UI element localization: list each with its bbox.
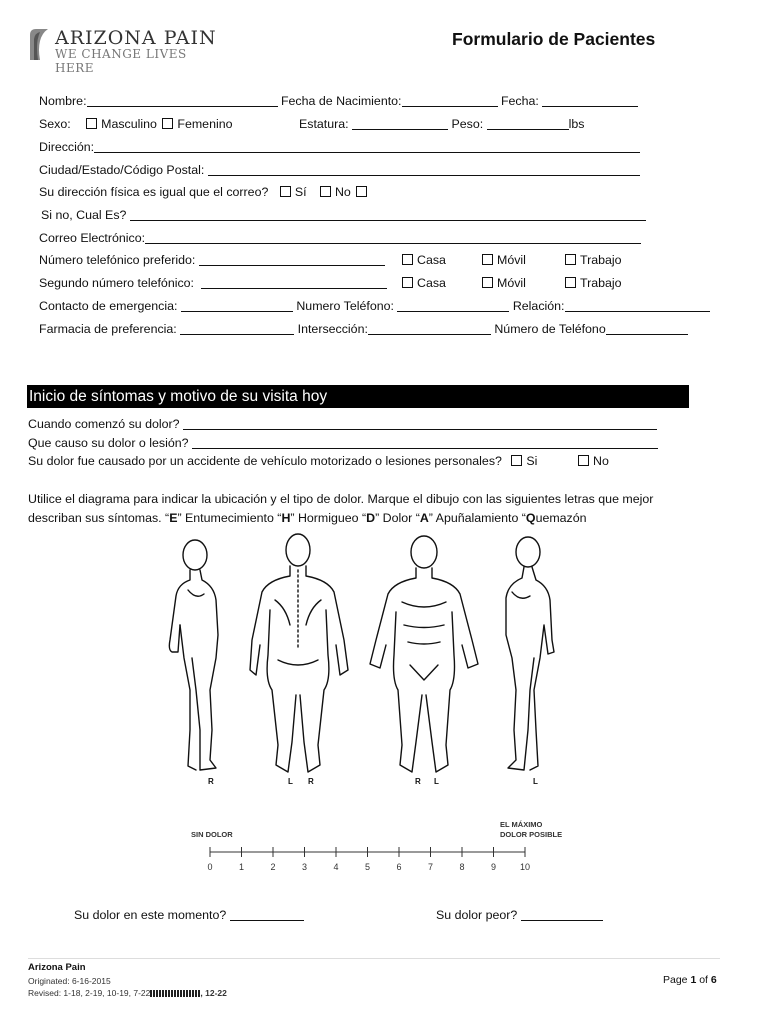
body-figure-front[interactable] bbox=[370, 536, 478, 772]
label-ciudad: Ciudad/Estado/Código Postal: bbox=[39, 163, 205, 177]
correo-field[interactable] bbox=[145, 232, 641, 244]
scale-tick-label: 0 bbox=[207, 862, 213, 872]
label-pain-worst: Su dolor peor? bbox=[436, 908, 518, 922]
label-accidente: Su dolor fue causado por un accidente de vehículo motorizado o lesiones personales? bbox=[28, 454, 502, 468]
letter-h: H bbox=[281, 511, 291, 525]
diagram-label-5: L bbox=[434, 777, 439, 786]
label-direccion: Dirección: bbox=[39, 140, 95, 154]
instr-dolor: ” Dolor “ bbox=[375, 511, 420, 525]
footer-originated: Originated: 6-16-2015 bbox=[28, 976, 111, 986]
scale-tick-label: 2 bbox=[270, 862, 276, 872]
femenino-checkbox[interactable] bbox=[162, 118, 173, 129]
label-si-no: Si no, Cual Es? bbox=[41, 208, 127, 222]
row-segundo-casa bbox=[400, 276, 446, 290]
footer-revised-text: Revised: 1-18, 2-19, 10-19, 7-22 bbox=[28, 988, 151, 998]
scale-tick-label: 5 bbox=[364, 862, 371, 872]
fecha-nacimiento-field[interactable] bbox=[402, 95, 498, 107]
segundo-num-field[interactable] bbox=[201, 277, 387, 289]
page-current: 1 bbox=[690, 974, 697, 986]
label-causa: Que causo su dolor o lesión? bbox=[28, 436, 189, 450]
instr-hormigueo: ” Hormigueo “ bbox=[290, 511, 367, 525]
scale-right-label-2: DOLOR POSIBLE bbox=[500, 830, 563, 839]
page-pre: Page bbox=[663, 974, 691, 986]
scale-tick-label: 8 bbox=[459, 862, 465, 872]
label-estatura: Estatura: bbox=[299, 117, 349, 131]
row-num-preferido bbox=[39, 253, 385, 267]
label-trabajo: Trabajo bbox=[580, 253, 622, 267]
label-fecha-nacimiento: Fecha de Nacimiento: bbox=[280, 94, 402, 108]
letter-q: Q bbox=[525, 511, 536, 525]
label-farmacia: Farmacia de preferencia: bbox=[39, 322, 177, 336]
label-accidente-no: No bbox=[593, 454, 609, 468]
misma-si-checkbox[interactable] bbox=[280, 186, 291, 197]
label-movil-2: Móvil bbox=[497, 276, 526, 290]
label-peso: Peso: bbox=[451, 117, 484, 131]
farmacia-telefono-field[interactable] bbox=[606, 323, 688, 335]
row-ciudad bbox=[39, 163, 640, 177]
label-accidente-si: Si bbox=[526, 454, 538, 468]
row-estatura bbox=[299, 117, 584, 131]
scale-tick-label: 1 bbox=[238, 862, 245, 872]
row-correo bbox=[39, 231, 641, 245]
scale-right-label-1: EL MÁXIMO bbox=[500, 820, 543, 829]
row-num-preferido-trabajo bbox=[563, 253, 622, 267]
label-misma-direccion: Su dirección física es igual que el correo? bbox=[39, 185, 269, 199]
scale-tick-label: 4 bbox=[333, 862, 339, 872]
letter-a: A bbox=[419, 511, 429, 525]
page-mid: of bbox=[696, 974, 711, 986]
scale-tick-label: 7 bbox=[427, 862, 434, 872]
estatura-field[interactable] bbox=[352, 118, 448, 130]
arizona-pain-logo bbox=[28, 27, 228, 75]
logo-name: ARIZONA PAIN bbox=[55, 27, 217, 49]
label-casa: Casa bbox=[417, 253, 446, 267]
scale-tick-label: 6 bbox=[396, 862, 402, 872]
footer-revised-garbled bbox=[150, 990, 200, 997]
accidente-no-checkbox[interactable] bbox=[578, 455, 589, 466]
row-cuando bbox=[28, 417, 657, 431]
segundo-trabajo-checkbox[interactable] bbox=[565, 277, 576, 288]
relacion-field[interactable] bbox=[565, 300, 710, 312]
instr-apunalamiento: ” Apuñalamiento “ bbox=[428, 511, 526, 525]
ciudad-field[interactable] bbox=[208, 164, 640, 176]
misma-extra-checkbox[interactable] bbox=[356, 186, 367, 197]
accidente-si-checkbox[interactable] bbox=[511, 455, 522, 466]
page-number bbox=[663, 974, 717, 986]
label-femenino: Femenino bbox=[177, 117, 233, 131]
footer-org: Arizona Pain bbox=[28, 962, 86, 973]
label-correo: Correo Electrónico: bbox=[39, 231, 146, 245]
footer-revised bbox=[28, 988, 227, 998]
farmacia-field[interactable] bbox=[180, 323, 294, 335]
row-contacto bbox=[39, 299, 710, 313]
label-lbs: lbs bbox=[568, 117, 585, 131]
diagram-label-2: L bbox=[288, 777, 293, 786]
pain-worst-field[interactable] bbox=[521, 909, 603, 921]
body-figure-left-side[interactable] bbox=[506, 537, 554, 770]
label-num-preferido: Número telefónico preferido: bbox=[39, 253, 196, 267]
segundo-movil-checkbox[interactable] bbox=[482, 277, 493, 288]
scale-tick-label: 9 bbox=[490, 862, 497, 872]
preferido-movil-checkbox[interactable] bbox=[482, 254, 493, 265]
row-pain-worst bbox=[436, 908, 603, 922]
si-no-field[interactable] bbox=[130, 209, 646, 221]
letter-e: E bbox=[169, 511, 178, 525]
interseccion-field[interactable] bbox=[368, 323, 491, 335]
scale-tick-label: 10 bbox=[519, 862, 531, 872]
row-num-preferido-options bbox=[400, 253, 446, 267]
label-casa-2: Casa bbox=[417, 276, 446, 290]
label-pain-now: Su dolor en este momento? bbox=[74, 908, 227, 922]
contacto-telefono-field[interactable] bbox=[397, 300, 509, 312]
contacto-field[interactable] bbox=[181, 300, 293, 312]
row-segundo-trabajo bbox=[563, 276, 622, 290]
label-nombre: Nombre: bbox=[39, 94, 87, 108]
instructions-line-1: Utilice el diagrama para indicar la ubicación y el tipo de dolor. Marque el dibujo con las siguientes letras que mejor bbox=[28, 492, 654, 506]
label-movil: Móvil bbox=[497, 253, 526, 267]
letter-d: D bbox=[366, 511, 376, 525]
masculino-checkbox[interactable] bbox=[86, 118, 97, 129]
label-cuando: Cuando comenzó su dolor? bbox=[28, 417, 180, 431]
peso-field[interactable] bbox=[487, 118, 569, 130]
label-masculino: Masculino bbox=[101, 117, 157, 131]
preferido-trabajo-checkbox[interactable] bbox=[565, 254, 576, 265]
row-sexo bbox=[39, 117, 233, 131]
diagram-label-6: L bbox=[533, 777, 538, 786]
row-farmacia bbox=[39, 322, 688, 336]
logo-tagline: WE CHANGE LIVES HERE bbox=[55, 47, 187, 75]
row-causa bbox=[28, 436, 658, 450]
row-segundo-movil bbox=[480, 276, 526, 290]
misma-no-checkbox[interactable] bbox=[320, 186, 331, 197]
logo-mark-icon bbox=[28, 27, 50, 61]
segundo-casa-checkbox[interactable] bbox=[402, 277, 413, 288]
diagram-label-4: R bbox=[415, 777, 421, 786]
row-direccion bbox=[39, 140, 640, 154]
diagram-label-1: R bbox=[208, 777, 214, 786]
label-no: No bbox=[334, 185, 351, 199]
label-relacion: Relación: bbox=[512, 299, 565, 313]
direccion-field[interactable] bbox=[94, 141, 640, 153]
num-preferido-field[interactable] bbox=[199, 254, 385, 266]
footer-divider bbox=[28, 958, 720, 959]
instructions bbox=[28, 490, 688, 528]
body-figure-right-side[interactable] bbox=[169, 540, 218, 770]
pain-scale[interactable] bbox=[185, 818, 585, 878]
body-figure-back[interactable] bbox=[250, 534, 348, 772]
footer-revised-tail: , 12-22 bbox=[200, 988, 227, 998]
preferido-casa-checkbox[interactable] bbox=[402, 254, 413, 265]
causa-field[interactable] bbox=[192, 437, 658, 449]
label-interseccion: Intersección: bbox=[297, 322, 368, 336]
page-total: 6 bbox=[710, 974, 717, 986]
row-accidente-no bbox=[576, 454, 609, 468]
form-title: Formulario de Pacientes bbox=[452, 29, 656, 49]
section-header: Inicio de síntomas y motivo de su visita hoy bbox=[27, 385, 689, 408]
label-trabajo-2: Trabajo bbox=[580, 276, 622, 290]
cuando-field[interactable] bbox=[183, 418, 657, 430]
label-fecha: Fecha: bbox=[500, 94, 539, 108]
row-num-preferido-movil bbox=[480, 253, 526, 267]
label-numero-de-telefono: Número de Teléfono bbox=[494, 322, 606, 336]
body-diagram[interactable] bbox=[140, 530, 610, 805]
label-segundo-num: Segundo número telefónico: bbox=[39, 276, 194, 290]
row-misma-direccion bbox=[39, 185, 371, 199]
label-contacto: Contacto de emergencia: bbox=[39, 299, 178, 313]
row-si-no bbox=[41, 208, 646, 222]
instructions-line-2 bbox=[28, 509, 688, 528]
scale-left-label: SIN DOLOR bbox=[191, 830, 233, 839]
row-segundo-num bbox=[39, 276, 387, 290]
diagram-label-3: R bbox=[308, 777, 314, 786]
instr-pre: describan sus síntomas. “ bbox=[28, 511, 170, 525]
row-accidente bbox=[28, 454, 537, 468]
nombre-field[interactable] bbox=[87, 95, 278, 107]
pain-now-field[interactable] bbox=[230, 909, 304, 921]
scale-tick-label: 3 bbox=[301, 862, 308, 872]
label-numero-telefono: Numero Teléfono: bbox=[296, 299, 394, 313]
label-sexo: Sexo: bbox=[39, 117, 71, 131]
fecha-field[interactable] bbox=[542, 95, 638, 107]
instr-entumecimiento: ” Entumecimiento “ bbox=[177, 511, 282, 525]
instr-quemazon: uemazón bbox=[535, 511, 587, 525]
row-nombre bbox=[39, 94, 638, 108]
label-si: Sí bbox=[294, 185, 307, 199]
row-pain-now bbox=[74, 908, 304, 922]
